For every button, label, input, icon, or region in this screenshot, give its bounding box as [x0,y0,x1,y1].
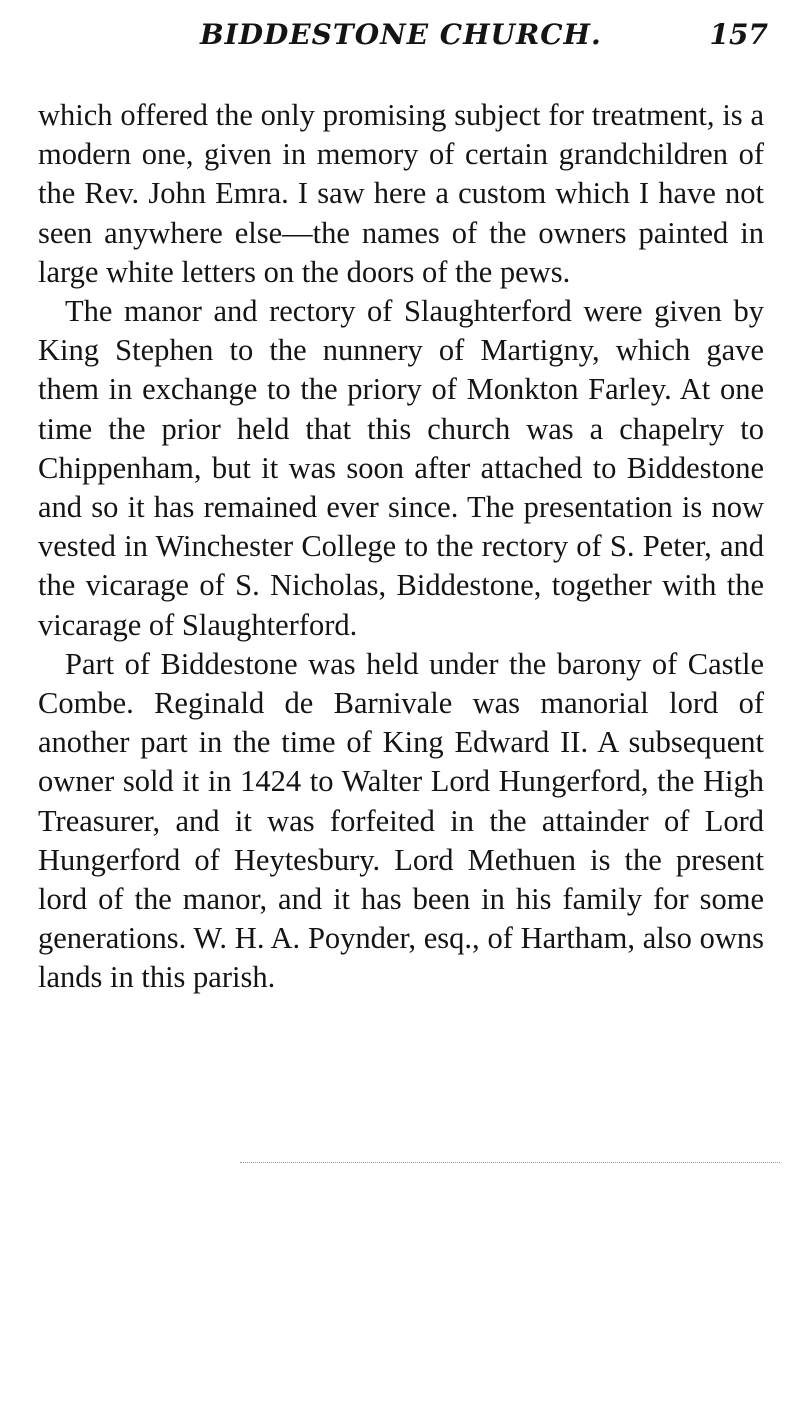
running-title: BIDDESTONE CHURCH. [200,18,602,51]
paragraph-barony: Part of Biddestone was held under the barony of Castle Combe. Reginald de Barnivale was manorial lord of another part in the time of King Edward II. A subsequent owner sold it in 1424 to Walter Lord Hungerford, the High Treasurer, and it was forfeited in the attainder of Lord Hungerford of Heytesbury. Lord Methuen is the present lord of the manor, and it has been in his family for some generations. W. H. A. Poynder, esq., of Hartham, also owns lands in this parish. [38,646,764,995]
paragraph-manor-rectory: The manor and rectory of Slaughterford were given by King Stephen to the nunnery of Martigny, which gave them in exchange to the priory of Monkton Farley. At one time the prior held that this church was a chapelry to Chippenham, but it was soon after attached to Biddestone and so it has remained ever since. The presentation is now vested in Winchester College to the rectory of S. Peter, and the vicarage of S. Nicholas, Biddestone, together with the vicarage of Slaughterford. [38,294,764,642]
body-text [38,96,764,998]
page-number: 157 [709,18,768,51]
running-header [0,18,800,58]
paragraph-continued: which offered the only promising subject for treatment, is a modern one, given in memory of certain grandchildren of the Rev. John Emra. I saw here a custom which I have not seen anywhere else—the names of the owners painted in large white letters on the doors of the pews. [38,98,764,289]
end-dotted-rule [240,1162,780,1163]
